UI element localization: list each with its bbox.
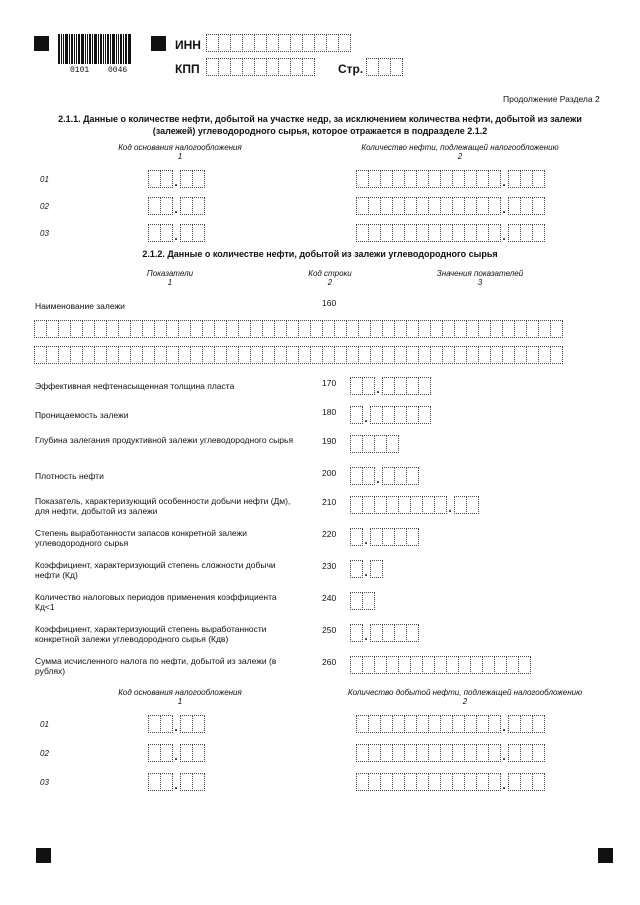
section-211-title-line2: (залежей) углеводородного сырья, которое отражается в подразделе 2.1.2	[152, 126, 488, 136]
barcode-bar	[103, 34, 104, 64]
deposit-name-field-line1[interactable]	[34, 320, 562, 338]
barcode-bar	[78, 34, 80, 64]
input-cell[interactable]	[192, 715, 205, 733]
indicator-code: 260	[322, 657, 337, 667]
input-cell[interactable]	[192, 773, 205, 791]
decimal-separator: .	[174, 229, 178, 243]
indicator-label: Проницаемость залежи	[35, 410, 129, 420]
barcode-bar	[74, 34, 75, 64]
corner-marker-bottom-left	[36, 848, 51, 863]
indicator-label: Количество налоговых периодов применения коэффициента Кд<1	[35, 592, 277, 612]
barcode-bar	[105, 34, 106, 64]
barcode-bar	[58, 34, 60, 64]
col-values-caption: Значения показателей	[436, 269, 524, 278]
input-cell[interactable]	[192, 744, 205, 762]
decimal-separator: .	[364, 629, 368, 643]
input-cell[interactable]	[532, 170, 545, 188]
barcode-bar	[71, 34, 73, 64]
row-code: 01	[40, 175, 49, 184]
barcode-bar	[118, 34, 119, 64]
indicator-value-field[interactable]	[350, 467, 418, 485]
row-code: 03	[40, 778, 49, 787]
decimal-separator: .	[502, 749, 506, 763]
barcode-bar	[61, 34, 62, 64]
corner-marker-top-mid	[151, 36, 166, 51]
input-cell[interactable]	[532, 715, 545, 733]
input-cell[interactable]	[406, 467, 419, 485]
input-cell[interactable]	[518, 656, 531, 674]
indicator-code: 170	[322, 378, 337, 388]
indicator-code: 200	[322, 468, 337, 478]
input-cell[interactable]	[550, 346, 563, 364]
decimal-separator: .	[448, 501, 452, 515]
barcode-bar	[120, 34, 122, 64]
extracted-oil-quantity-field[interactable]	[356, 773, 544, 791]
section-212-title: 2.1.2. Данные о количестве нефти, добытой из залежи углеводородного сырья	[142, 249, 498, 259]
indicator-value-field[interactable]	[350, 377, 430, 395]
barcode-bar	[89, 34, 91, 64]
input-cell[interactable]	[418, 377, 431, 395]
indicator-code: 210	[322, 497, 337, 507]
barcode-bar	[128, 34, 131, 64]
input-cell[interactable]	[362, 592, 375, 610]
col-indicators-num: 1	[167, 278, 173, 287]
indicator-value-field[interactable]	[350, 656, 530, 674]
indicator-value-field[interactable]	[350, 435, 398, 453]
decimal-separator: .	[174, 749, 178, 763]
section-211-title-line1: 2.1.1. Данные о количестве нефти, добытой на участке недр, за исключением количества нефти, добытой из залежи	[58, 114, 582, 124]
decimal-separator: .	[502, 720, 506, 734]
decimal-separator: .	[502, 778, 506, 792]
input-cell[interactable]	[390, 58, 403, 76]
input-cell[interactable]	[532, 224, 545, 242]
bottom-col2-num: 2	[462, 697, 468, 706]
indicator-label: Сумма исчисленного налога по нефти, добытой из залежи (в рублях)	[35, 656, 277, 676]
input-cell[interactable]	[406, 624, 419, 642]
barcode-bar	[100, 34, 102, 64]
decimal-separator: .	[174, 720, 178, 734]
extracted-oil-quantity-field[interactable]	[356, 744, 544, 762]
barcode-bar	[92, 34, 93, 64]
decimal-separator: .	[364, 565, 368, 579]
continuation-note: Продолжение Раздела 2	[503, 94, 600, 104]
indicator-value-field[interactable]	[350, 528, 418, 546]
col1-caption: Код основания налогообложения	[118, 143, 242, 152]
indicator-code: 190	[322, 436, 337, 446]
col-code-caption: Код строки	[308, 269, 352, 278]
barcode-bar	[63, 34, 64, 64]
decimal-separator: .	[376, 382, 380, 396]
indicator-label: Плотность нефти	[35, 471, 104, 481]
input-cell[interactable]	[550, 320, 563, 338]
indicator-label: Показатель, характеризующий особенности добычи нефти (Дм), для нефти, добытой из залежи	[35, 496, 291, 516]
barcode-number-right: 0046	[108, 66, 128, 75]
barcode-bar	[85, 34, 86, 64]
col-values-num: 3	[477, 278, 483, 287]
oil-quantity-field[interactable]	[356, 224, 544, 242]
indicator-value-field[interactable]	[350, 592, 374, 610]
indicator-code: 250	[322, 625, 337, 635]
col1-num: 1	[177, 152, 183, 161]
decimal-separator: .	[502, 229, 506, 243]
input-cell[interactable]	[532, 744, 545, 762]
deposit-name-code: 160	[322, 298, 337, 308]
page-label: Стр.	[338, 62, 364, 76]
decimal-separator: .	[502, 175, 506, 189]
barcode-bar	[112, 34, 115, 64]
oil-quantity-field[interactable]	[356, 170, 544, 188]
inn-field[interactable]	[206, 34, 350, 52]
barcode-bar	[123, 34, 124, 64]
page-number-field[interactable]	[366, 58, 402, 76]
input-cell[interactable]	[532, 773, 545, 791]
barcode-bar	[110, 34, 111, 64]
row-code: 02	[40, 202, 49, 211]
corner-marker-top-left	[34, 36, 49, 51]
row-code: 03	[40, 229, 49, 238]
indicator-label: Эффективная нефтенасыщенная толщина пласта	[35, 381, 235, 391]
input-cell[interactable]	[338, 34, 351, 52]
indicator-label: Коэффициент, характеризующий степень выработанности конкретной залежи углеводородного сырья (Кдв)	[35, 624, 267, 644]
indicator-label: Коэффициент, характеризующий степень сложности добычи нефти (Кд)	[35, 560, 276, 580]
col-code-num: 2	[327, 278, 333, 287]
barcode-bar	[98, 34, 99, 64]
row-code: 02	[40, 749, 49, 758]
barcode-bar	[116, 34, 117, 64]
indicator-value-field[interactable]	[350, 624, 418, 642]
input-cell[interactable]	[418, 406, 431, 424]
indicator-code: 220	[322, 529, 337, 539]
barcode-bar	[76, 34, 77, 64]
input-cell[interactable]	[192, 224, 205, 242]
decimal-separator: .	[174, 175, 178, 189]
decimal-separator: .	[174, 778, 178, 792]
deposit-name-label: Наименование залежи	[35, 301, 125, 311]
barcode-number-left: 0101	[70, 66, 90, 75]
tax-basis-code-field[interactable]	[148, 715, 204, 733]
indicator-value-field[interactable]	[350, 496, 478, 514]
input-cell[interactable]	[192, 170, 205, 188]
tax-basis-code-field[interactable]	[148, 773, 204, 791]
kpp-field[interactable]	[206, 58, 314, 76]
input-cell[interactable]	[386, 435, 399, 453]
decimal-separator: .	[364, 533, 368, 547]
input-cell[interactable]	[406, 528, 419, 546]
barcode-bar	[125, 34, 127, 64]
tax-basis-code-field[interactable]	[148, 744, 204, 762]
decimal-separator: .	[502, 202, 506, 216]
input-cell[interactable]	[532, 197, 545, 215]
oil-quantity-field[interactable]	[356, 197, 544, 215]
barcode-bar	[94, 34, 97, 64]
input-cell[interactable]	[370, 560, 383, 578]
decimal-separator: .	[174, 202, 178, 216]
extracted-oil-quantity-field[interactable]	[356, 715, 544, 733]
indicator-label: Степень выработанности запасов конкретной залежи углеводородного сырья	[35, 528, 247, 548]
barcode-bar	[69, 34, 70, 64]
bottom-col2-caption: Количество добытой нефти, подлежащей налогообложению	[347, 688, 583, 697]
tax-basis-code-field[interactable]	[148, 197, 204, 215]
barcode-image	[58, 34, 138, 64]
corner-marker-bottom-right	[598, 848, 613, 863]
indicator-code: 240	[322, 593, 337, 603]
row-code: 01	[40, 720, 49, 729]
col2-num: 2	[457, 152, 463, 161]
col-indicators-caption: Показатели	[146, 269, 194, 278]
indicator-value-field[interactable]	[350, 560, 382, 578]
indicator-code: 230	[322, 561, 337, 571]
tax-basis-code-field[interactable]	[148, 224, 204, 242]
bottom-col1-caption: Код основания налогообложения	[118, 688, 242, 697]
barcode-bar	[65, 34, 68, 64]
bottom-col1-num: 1	[177, 697, 183, 706]
kpp-label: КПП	[175, 62, 200, 76]
col2-caption: Количество нефти, подлежащей налогообложению	[361, 143, 559, 152]
decimal-separator: .	[376, 472, 380, 486]
barcode-bar	[81, 34, 84, 64]
tax-basis-code-field[interactable]	[148, 170, 204, 188]
input-cell[interactable]	[302, 58, 315, 76]
indicator-code: 180	[322, 407, 337, 417]
input-cell[interactable]	[192, 197, 205, 215]
barcode-bar	[87, 34, 88, 64]
indicator-label: Глубина залегания продуктивной залежи углеводородного сырья	[35, 435, 294, 445]
inn-label: ИНН	[175, 38, 201, 52]
barcode-bar	[107, 34, 109, 64]
indicator-value-field[interactable]	[350, 406, 430, 424]
decimal-separator: .	[364, 411, 368, 425]
deposit-name-field-line2[interactable]	[34, 346, 562, 364]
input-cell[interactable]	[466, 496, 479, 514]
